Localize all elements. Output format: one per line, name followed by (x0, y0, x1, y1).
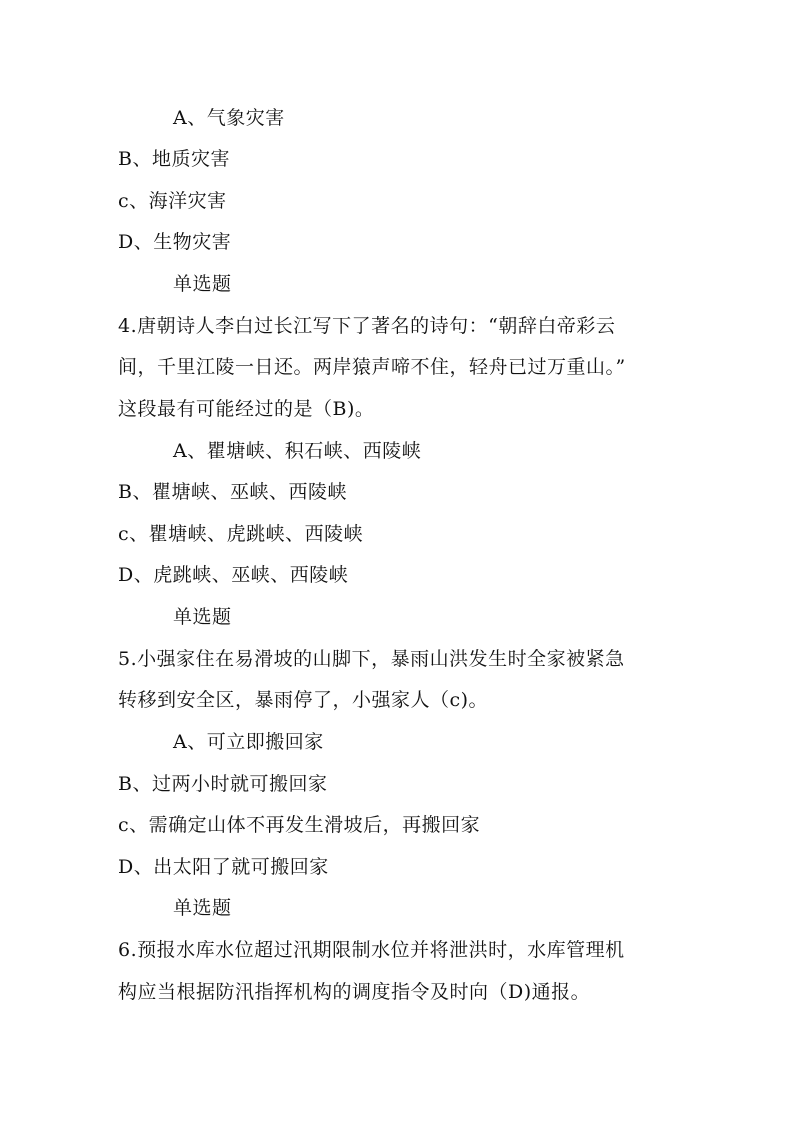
q4-stem-line-3: 这段最有可能经过的是（B)。 (118, 398, 375, 420)
q5-option-b: B、过两小时就可搬回家 (118, 773, 328, 795)
q6-stem-line-1: 6.预报水库水位超过汛期限制水位并将泄洪时，水库管理机 (118, 939, 625, 961)
q5-option-d: D、出太阳了就可搬回家 (118, 856, 329, 878)
q6-stem-line-2: 构应当根据防汛指挥机构的调度指令及时向（D)通报。 (118, 981, 591, 1003)
q5-stem-line-1: 5.小强家住在易滑坡的山脚下，暴雨山洪发生时全家被紧急 (118, 648, 625, 670)
q3-option-d: D、生物灾害 (118, 231, 232, 253)
q5-stem-line-2: 转移到安全区，暴雨停了，小强家人（c)。 (118, 689, 489, 711)
q4-option-a: A、瞿塘峡、积石峡、西陵峡 (173, 440, 422, 462)
q4-type-label: 单选题 (173, 273, 232, 295)
q4-option-d: D、虎跳峡、巫峡、西陵峡 (118, 564, 349, 586)
q5-option-a: A、可立即搬回家 (173, 731, 324, 753)
q5-option-c: c、需确定山体不再发生滑坡后，再搬回家 (118, 814, 481, 836)
q4-option-b: B、瞿塘峡、巫峡、西陵峡 (118, 481, 347, 503)
q3-option-c: c、海洋灾害 (118, 190, 227, 212)
q6-type-label: 单选题 (173, 897, 232, 919)
q3-option-a: A、气象灾害 (173, 107, 285, 129)
q4-stem-line-1: 4.唐朝诗人李白过长江写下了著名的诗句：“朝辞白帝彩云 (118, 315, 616, 337)
q5-type-label: 单选题 (173, 606, 232, 628)
q4-stem-line-2: 间，千里江陵一日还。两岸猿声啼不住，轻舟已过万重山。” (118, 356, 626, 378)
q3-option-b: B、地质灾害 (118, 148, 230, 170)
q4-option-c: c、瞿塘峡、虎跳峡、西陵峡 (118, 523, 364, 545)
